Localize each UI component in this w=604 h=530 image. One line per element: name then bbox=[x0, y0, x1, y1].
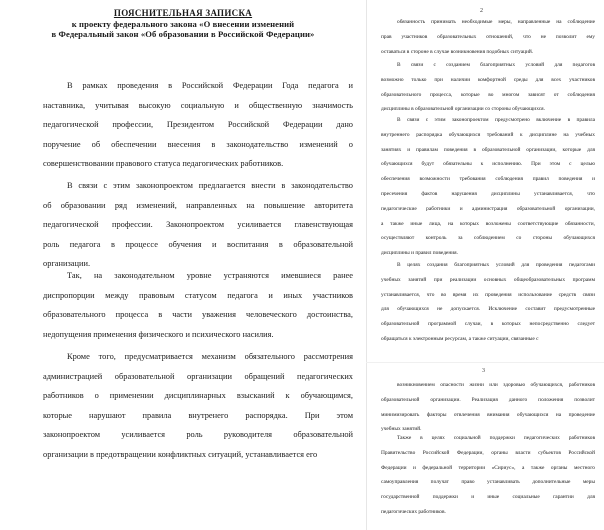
page-number-3: 3 bbox=[482, 368, 485, 374]
text-line: об образовании ряд изменений, направленных на повышение авторитета bbox=[43, 200, 353, 210]
text-line: диспропорции между правовым статусом педагога и иных участников bbox=[43, 290, 353, 300]
text-line: которые нарушают правила внутренего распорядка. При этом bbox=[43, 410, 353, 420]
text-line: обучающихся будут обязательны к исполнению. При этом с целью bbox=[381, 161, 595, 168]
text-line: работников о применении дисциплинарных взысканий к обучающимся, bbox=[43, 391, 353, 400]
text-line: а также иные лица, на которых возложены соответствующие обязанности, bbox=[381, 220, 595, 227]
text-line: государственной поддержки и иные социальные гарантии для bbox=[381, 494, 595, 501]
paragraph bbox=[381, 58, 595, 117]
text-line: обращаться к электронным ресурсам, а также ситуации, связанные с bbox=[381, 335, 539, 342]
text-line: минимизировать факторы отвлечения внимания обучающихся на проведение bbox=[381, 411, 595, 418]
text-line: Правительство Российской Федерации, органы власти субъектов Российской bbox=[381, 449, 595, 456]
text-line: обеспечения возможности требования соблюдения правил поведения и bbox=[381, 176, 595, 183]
text-line: учебных занятий при реализации основных общеобразовательных программ bbox=[381, 276, 595, 283]
title-line-2: к проекту федерального закона «О внесении изменений bbox=[71, 18, 295, 29]
text-line: дисциплины в образовательной организации со стороны обучающихся. bbox=[381, 106, 545, 113]
text-line: законопроектом усиливается роль руководителя образовательной bbox=[43, 430, 353, 439]
text-line: организации. bbox=[43, 259, 91, 268]
text-line: педагогических работников. bbox=[381, 508, 446, 515]
text-line: Кроме того, предусматривается механизм обязательного рассмотрения bbox=[67, 352, 353, 361]
document-title bbox=[0, 8, 366, 40]
title-line-3: в Федеральный закон «Об образовании в Российской Федерации» bbox=[51, 29, 315, 39]
page-break bbox=[366, 362, 604, 363]
text-line: обязанность принимать необходимые меры, направленные на соблюдение bbox=[397, 19, 595, 25]
text-line: поручение об обеспечении внесения в законодательство изменений о bbox=[43, 139, 353, 149]
text-line: В целях создания благоприятных условий для проведения педагогами bbox=[397, 262, 595, 268]
text-line: образовательного процесса в части уважения человеческого достоинства, bbox=[43, 310, 353, 319]
text-line: пресечения фактов нарушения дисциплины устанавливается, что bbox=[381, 190, 595, 197]
text-line: В связи с этим законопроектом предусмотрено включение в правила bbox=[397, 117, 595, 123]
text-line: возникновением опасности жизни или здоровью обучающихся, работников bbox=[397, 382, 595, 388]
paragraph bbox=[381, 113, 595, 261]
text-line: педагогические работники и администрация образовательной организации, bbox=[381, 205, 595, 212]
text-line: образовательной программой случаи, в которых непосредственно следует bbox=[381, 321, 595, 328]
text-line: В связи с созданием благоприятных условий для педагогов bbox=[397, 62, 595, 68]
text-line: для обучающихся не допускается. Исключение составит предусмотренные bbox=[381, 306, 595, 313]
text-line: Федерации и федеральной территории «Сириус», а также органы местного bbox=[381, 464, 595, 471]
text-line: образовательной организации. Реализация данного положения позволит bbox=[381, 396, 595, 403]
title-line-1: ПОЯСНИТЕЛЬНАЯ ЗАПИСКА bbox=[113, 8, 253, 18]
text-line: самоуправления получат право устанавливать дополнительные меры bbox=[381, 479, 595, 486]
text-line: администрацией образовательной организации обращений педагогических bbox=[43, 371, 353, 381]
text-line: прав участников образовательных отношений, что не позволит ему bbox=[381, 33, 595, 40]
paragraph bbox=[381, 378, 595, 437]
text-line: роль педагога в процессе обучения и воспитания в образовательной bbox=[43, 239, 353, 249]
text-line: совершенствовании правового статуса педагогических работников. bbox=[43, 159, 284, 168]
text-line: Также в целях социальной поддержки педагогических работников bbox=[397, 435, 595, 441]
text-line: возможно только при наличии комфортной среды для всех участников bbox=[381, 76, 595, 83]
text-line: наставника, учитывая высокую социальную и общественную значимость bbox=[43, 100, 353, 110]
paragraph bbox=[43, 76, 353, 174]
text-line: занятиях и правилам поведения в образовательной организации, которые для bbox=[381, 146, 595, 153]
text-line: дисциплины и правил поведения. bbox=[381, 250, 458, 257]
paragraph bbox=[43, 176, 353, 274]
paragraph bbox=[381, 258, 595, 347]
text-line: учебных занятий. bbox=[381, 426, 422, 433]
text-line: педагогической профессии. Законопроектом усиливается главенствующая bbox=[43, 220, 353, 229]
paragraph bbox=[43, 347, 353, 464]
text-line: оставаться в стороне в случае возникновения подобных ситуаций. bbox=[381, 48, 534, 55]
text-line: организации в предотвращении конфликтных ситуаций, устанавливается его bbox=[43, 449, 318, 459]
text-line: осуществляют контроль за соблюдением со стороны обучающихся bbox=[381, 235, 595, 242]
paragraph bbox=[43, 266, 353, 344]
text-line: образовательного процесса, которые во многом зависят от соблюдения bbox=[381, 91, 595, 98]
text-line: недопущения применения физического и психического насилия. bbox=[43, 329, 274, 339]
text-line: В рамках проведения в Российской Федерации Года педагога и bbox=[67, 81, 353, 90]
text-line: внутреннего распорядка обучающихся требований к дисциплине на учебных bbox=[381, 131, 595, 138]
page-number-2: 2 bbox=[480, 8, 483, 14]
text-line: педагогической профессии, Президентом Российской Федерации дано bbox=[43, 120, 353, 129]
paragraph bbox=[381, 431, 595, 520]
text-line: Так, на законодательном уровне устраняются имевшиеся ранее bbox=[67, 271, 353, 280]
text-line: устанавливается, что во время их проведения использование средств связи bbox=[381, 291, 595, 298]
paragraph bbox=[381, 15, 595, 59]
text-line: В связи с этим законопроектом предлагается внести в законодательство bbox=[67, 181, 353, 190]
